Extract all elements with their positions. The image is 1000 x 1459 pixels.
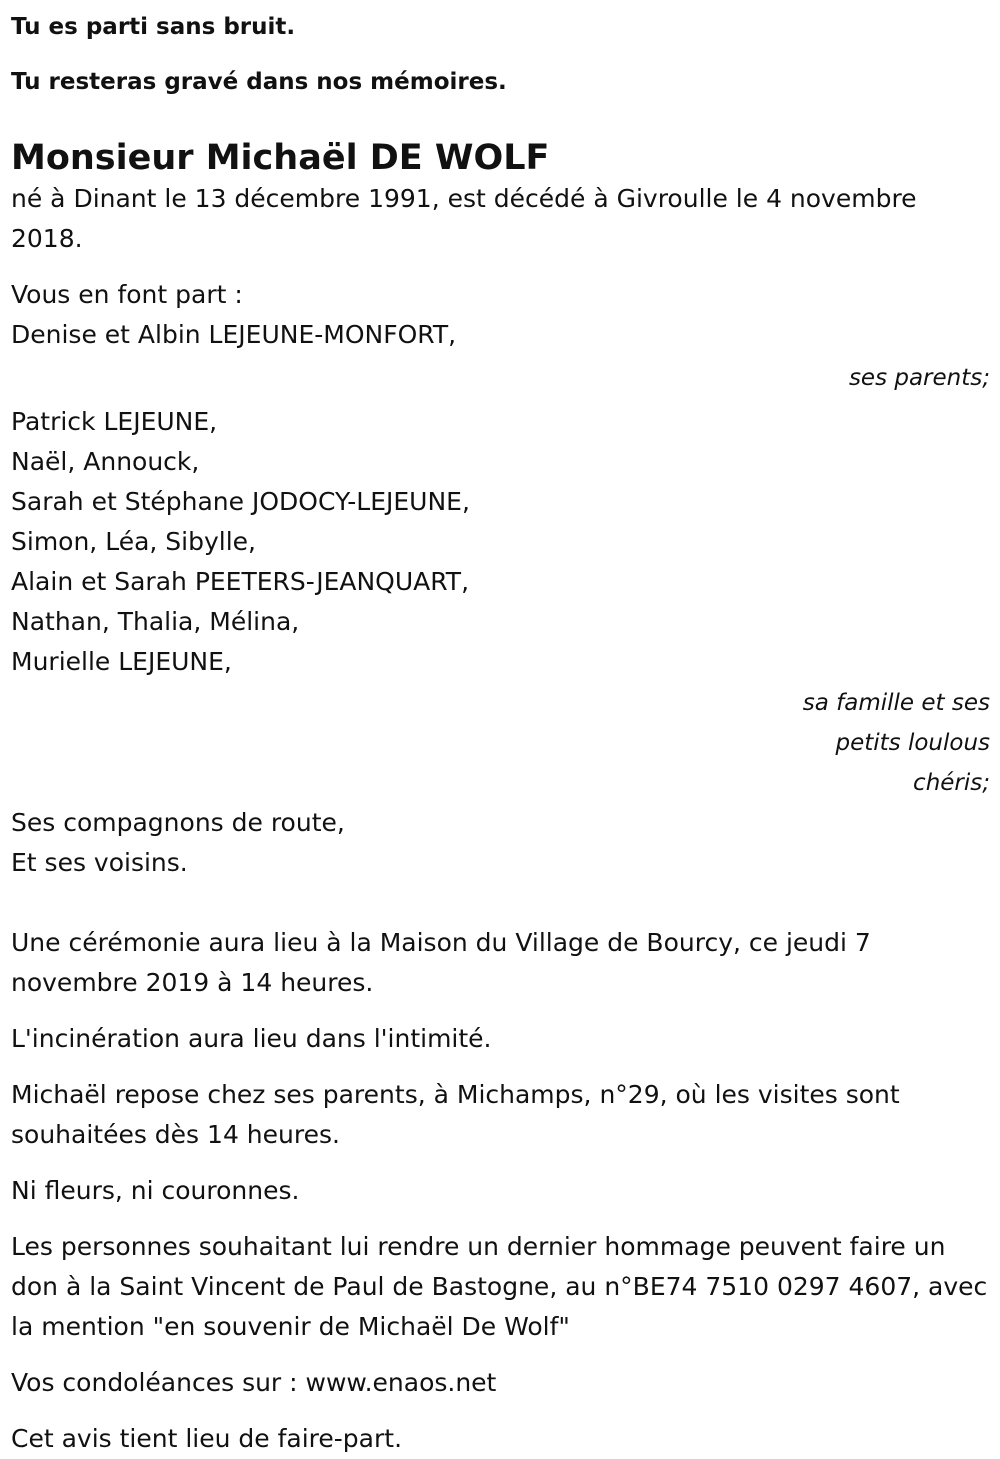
family-label-line: chéris; (913, 770, 990, 796)
family-member: Murielle LEJEUNE, (11, 647, 232, 676)
family-member: Patrick LEJEUNE, (11, 407, 218, 436)
family-member: Simon, Léa, Sibylle, (11, 527, 256, 556)
family-member: Sarah et Stéphane JODOCY-LEJEUNE, (11, 487, 470, 516)
birth-death-statement: né à Dinant le 13 décembre 1991, est décédé à Givroulle le 4 novembre 2018. (11, 184, 917, 253)
family-label (11, 683, 990, 803)
companions-line: Ses compagnons de route, (11, 808, 345, 837)
family-member: Naël, Annouck, (11, 447, 200, 476)
notice-statement: Cet avis tient lieu de faire-part. (11, 1424, 403, 1453)
parents-label: ses parents; (848, 365, 990, 391)
parents-names: Denise et Albin LEJEUNE-MONFORT, (11, 320, 457, 349)
condolences-info: Vos condoléances sur : www.enaos.net (11, 1368, 497, 1397)
family-member: Nathan, Thalia, Mélina, (11, 607, 300, 636)
family-label-line: petits loulous (835, 730, 990, 756)
cremation-info: L'incinération aura lieu dans l'intimité. (11, 1024, 492, 1053)
deceased-name: Monsieur Michaël DE WOLF (11, 138, 550, 178)
donation-info: Les personnes souhaitant lui rendre un dernier hommage peuvent faire un don à la Saint Vincent de Paul de Bastogne, au n°BE74 7510 0297 4607, avec la mention "en souvenir de Michaël De Wolf" (11, 1232, 988, 1341)
epigraph-line-1: Tu es parti sans bruit. (11, 14, 296, 40)
ceremony-info: Une cérémonie aura lieu à la Maison du Village de Bourcy, ce jeudi 7 novembre 2019 à 14 heures. (11, 928, 871, 997)
family-list (11, 402, 990, 682)
family-member: Alain et Sarah PEETERS-JEANQUART, (11, 567, 470, 596)
visits-info: Michaël repose chez ses parents, à Michamps, n°29, où les visites sont souhaitées dès 14 heures. (11, 1080, 900, 1149)
family-label-line: sa famille et ses (802, 690, 990, 716)
neighbors-line: Et ses voisins. (11, 848, 188, 877)
epigraph-line-2: Tu resteras gravé dans nos mémoires. (11, 69, 507, 95)
flowers-info: Ni fleurs, ni couronnes. (11, 1176, 300, 1205)
announcers-intro: Vous en font part : (11, 280, 243, 309)
